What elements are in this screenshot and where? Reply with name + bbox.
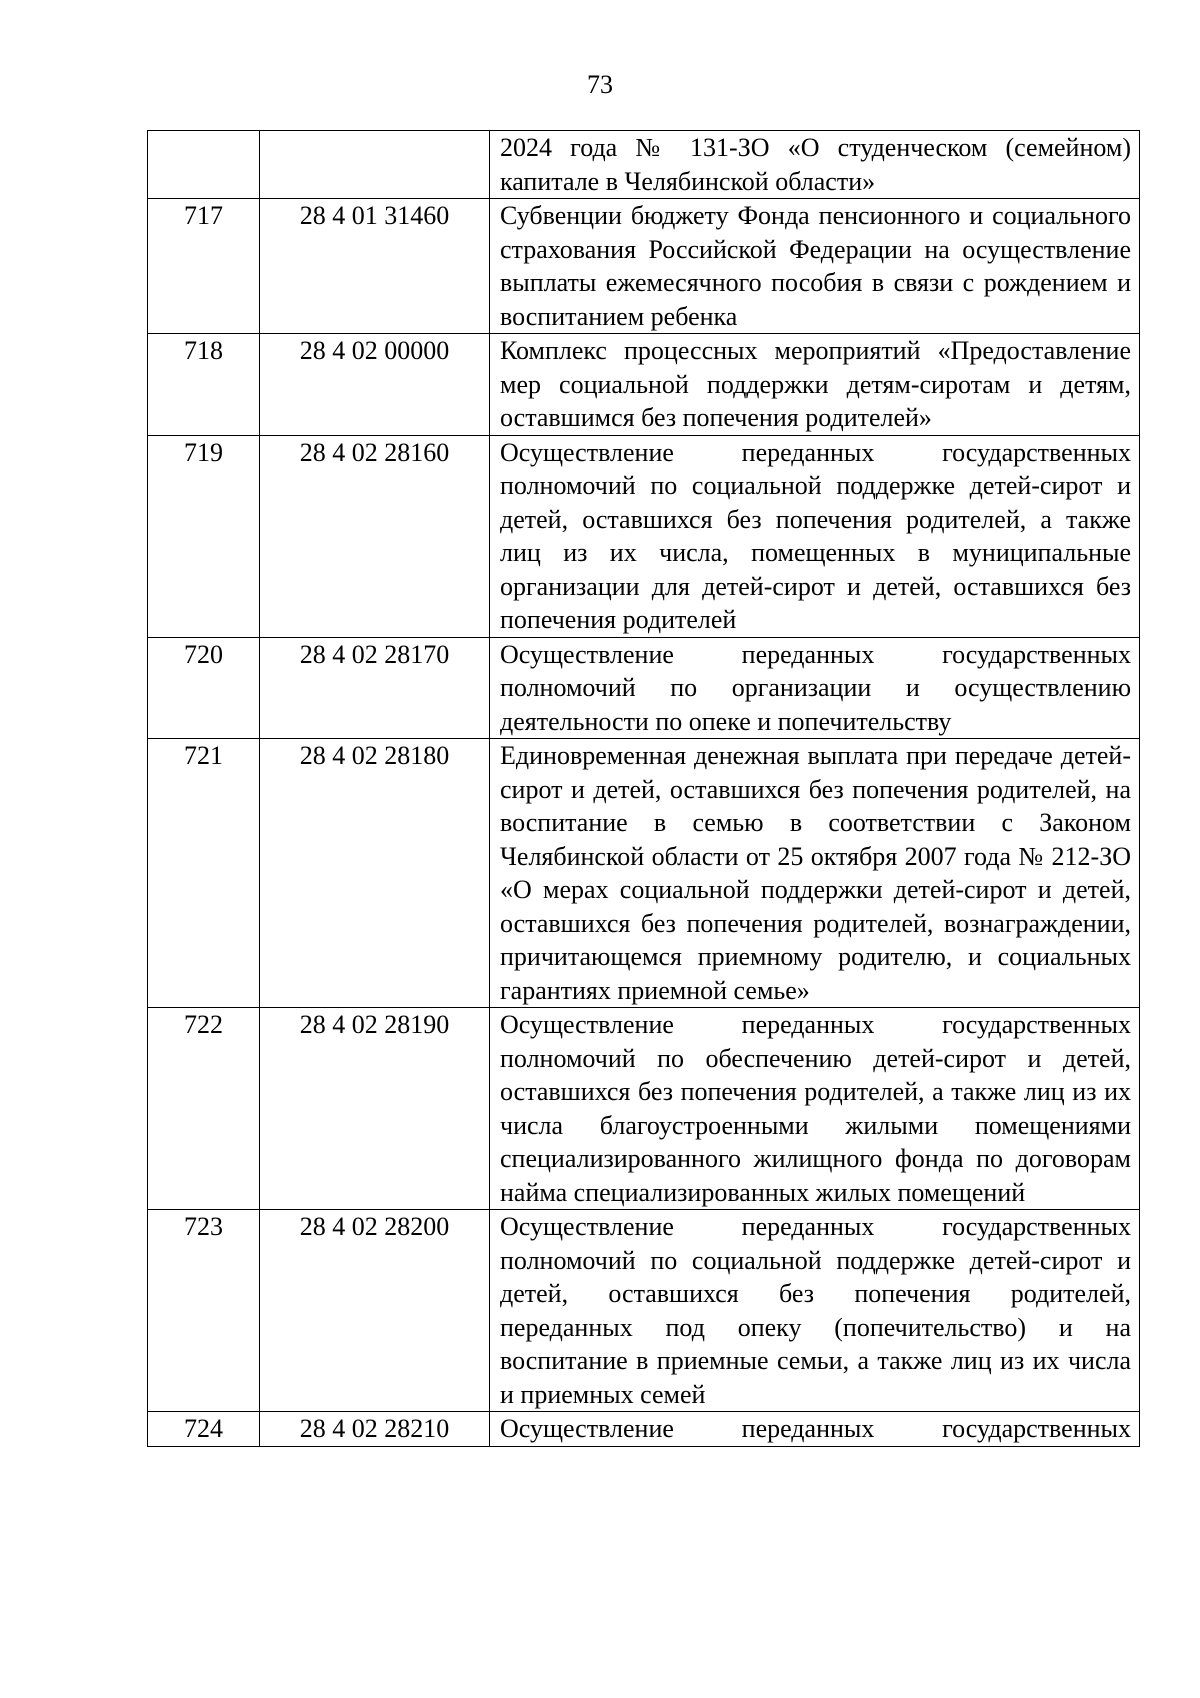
row-description: Осуществление переданных государственных: [490, 1412, 1140, 1447]
row-code: 28 4 02 28190: [260, 1008, 490, 1210]
row-description: Осуществление переданных государственных полномочий по социальной поддержке детей-сирот и детей, оставшихся без попечения родителей, переданных под опеку (попечительство) и на воспитание в приемные семьи, а также лиц из их числа и приемных семей: [490, 1210, 1140, 1412]
table-row: [148, 334, 1140, 436]
row-description: Единовременная денежная выплата при передаче детей-сирот и детей, оставшихся без попечения родителей, на воспитание в семью в соответствии с Законом Челябинской области от 25 октября 2007 года № 212-ЗО «О мерах социальной поддержки детей-сирот и детей, оставшихся без попечения родителей, вознаграждении, причитающемся приемному родителю, и социальных гарантиях приемной семье»: [490, 739, 1140, 1008]
row-code: 28 4 02 28210: [260, 1412, 490, 1447]
row-number: 718: [148, 334, 260, 436]
table-row: [148, 637, 1140, 739]
row-description: Осуществление переданных государственных полномочий по обеспечению детей-сирот и детей, оставшихся без попечения родителей, а также лиц из их числа благоустроенными жилыми помещениями специализированного жилищного фонда по договорам найма специализированных жилых помещений: [490, 1008, 1140, 1210]
row-number: 724: [148, 1412, 260, 1447]
row-number: 721: [148, 739, 260, 1008]
table-row: [148, 1412, 1140, 1447]
row-description: Субвенции бюджету Фонда пенсионного и социального страхования Российской Федерации на осуществление выплаты ежемесячного пособия в связи с рождением и воспитанием ребенка: [490, 199, 1140, 334]
table-row: [148, 1008, 1140, 1210]
row-code: 28 4 02 28170: [260, 637, 490, 739]
row-number: 722: [148, 1008, 260, 1210]
table-row: [148, 199, 1140, 334]
row-number: 719: [148, 435, 260, 637]
table-row: [148, 435, 1140, 637]
row-description: 2024 года № 131-ЗО «О студенческом (семейном) капитале в Челябинской области»: [490, 131, 1140, 199]
row-code: [260, 131, 490, 199]
row-code: 28 4 02 28200: [260, 1210, 490, 1412]
row-number: 720: [148, 637, 260, 739]
row-code: 28 4 01 31460: [260, 199, 490, 334]
row-code: 28 4 02 28180: [260, 739, 490, 1008]
table-row: [148, 1210, 1140, 1412]
budget-table: [147, 130, 1140, 1447]
row-description: Комплекс процессных мероприятий «Предоставление мер социальной поддержки детям-сиротам и детям, оставшимся без попечения родителей»: [490, 334, 1140, 436]
row-description: Осуществление переданных государственных полномочий по социальной поддержке детей-сирот и детей, оставшихся без попечения родителей, а также лиц из их числа, помещенных в муниципальные организации для детей-сирот и детей, оставшихся без попечения родителей: [490, 435, 1140, 637]
row-code: 28 4 02 28160: [260, 435, 490, 637]
row-number: [148, 131, 260, 199]
table-row: [148, 739, 1140, 1008]
row-number: 723: [148, 1210, 260, 1412]
page-number: 73: [587, 70, 613, 99]
row-code: 28 4 02 00000: [260, 334, 490, 436]
row-description: Осуществление переданных государственных полномочий по организации и осуществлению деятельности по опеке и попечительству: [490, 637, 1140, 739]
table-row: [148, 131, 1140, 199]
row-number: 717: [148, 199, 260, 334]
